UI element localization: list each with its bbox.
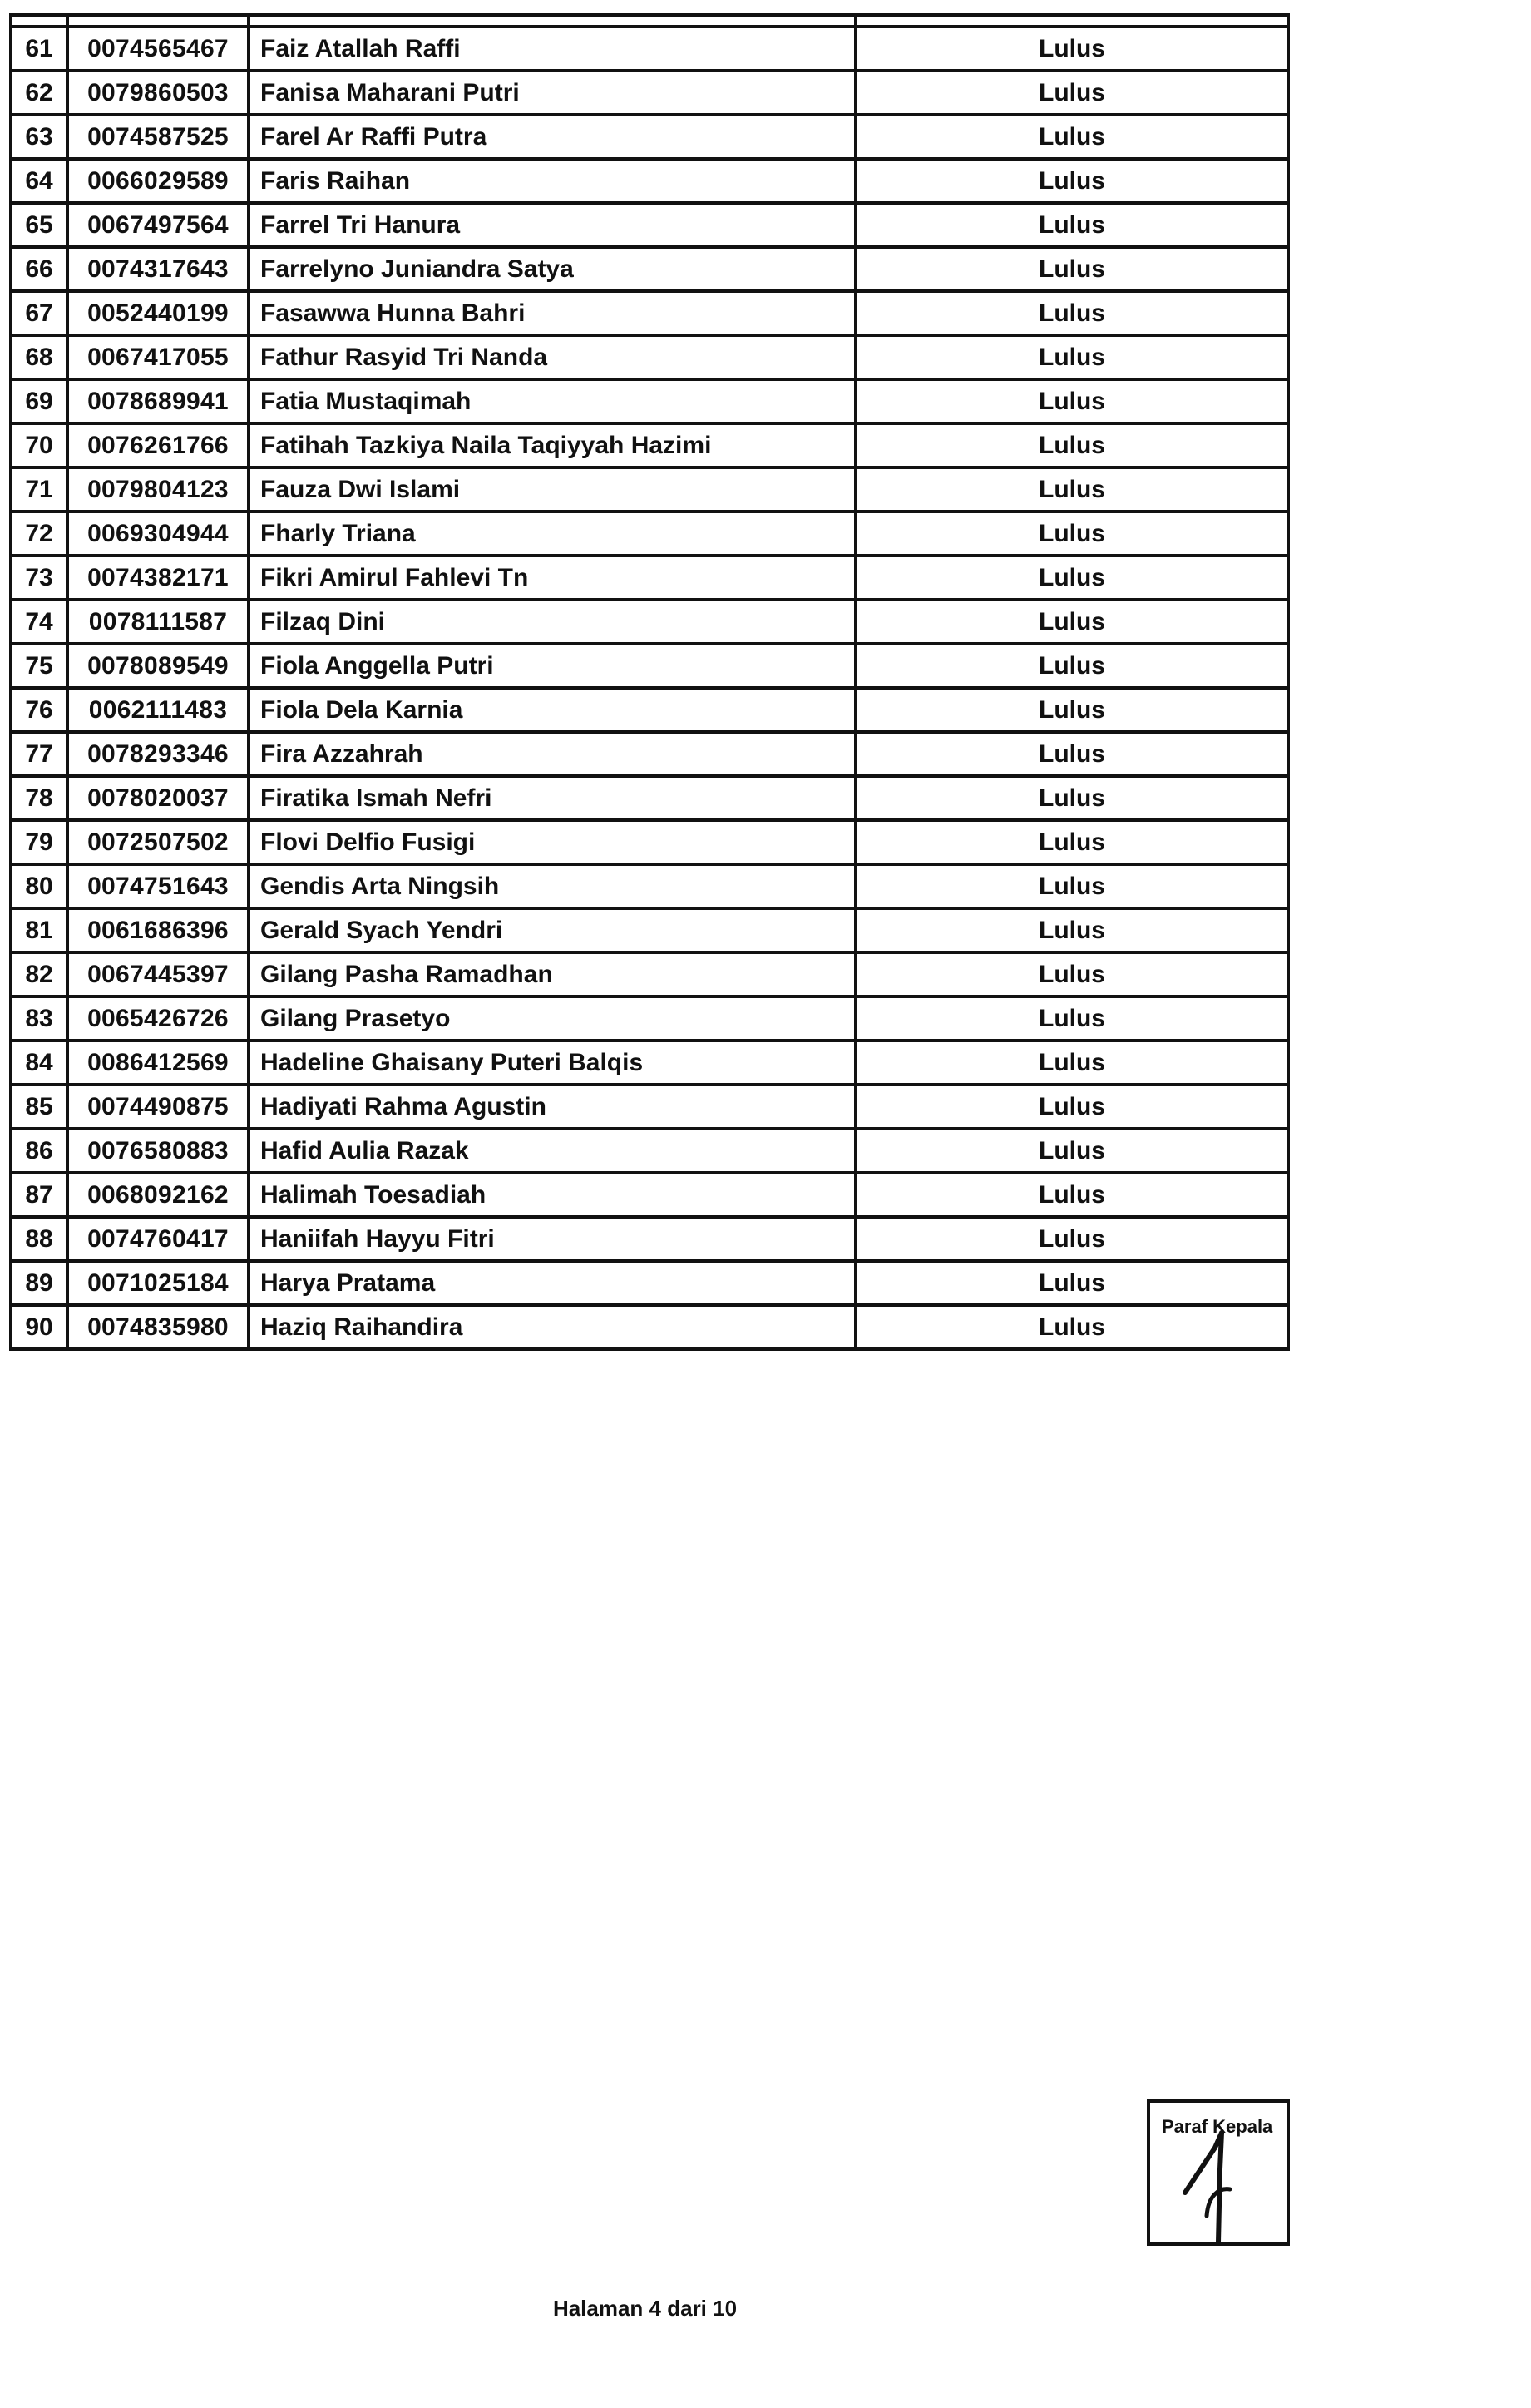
table-row xyxy=(11,688,1288,732)
row-number-cell: 87 xyxy=(11,1173,67,1217)
table-row xyxy=(11,335,1288,379)
student-name-cell: Haziq Raihandira xyxy=(249,1305,856,1349)
student-id-cell: 0078089549 xyxy=(67,644,249,688)
page-number: Halaman 4 dari 10 xyxy=(552,2296,738,2321)
signature-box xyxy=(1147,2099,1290,2246)
status-cell: Lulus xyxy=(856,556,1288,600)
status-cell: Lulus xyxy=(856,600,1288,644)
status-cell: Lulus xyxy=(856,203,1288,247)
student-name-cell: Hafid Aulia Razak xyxy=(249,1129,856,1173)
student-id-cell: 0076261766 xyxy=(67,423,249,467)
student-id-cell: 0078020037 xyxy=(67,776,249,820)
status-cell: Lulus xyxy=(856,820,1288,864)
table-row xyxy=(11,644,1288,688)
student-name-cell: Fira Azzahrah xyxy=(249,732,856,776)
status-cell: Lulus xyxy=(856,864,1288,908)
student-id-cell: 0067417055 xyxy=(67,335,249,379)
row-number-cell: 86 xyxy=(11,1129,67,1173)
table-row xyxy=(11,379,1288,423)
row-number-cell: 77 xyxy=(11,732,67,776)
student-name-cell: Farel Ar Raffi Putra xyxy=(249,115,856,159)
status-cell: Lulus xyxy=(856,71,1288,115)
student-name-cell: Hadeline Ghaisany Puteri Balqis xyxy=(249,1041,856,1085)
row-number-cell: 90 xyxy=(11,1305,67,1349)
status-cell: Lulus xyxy=(856,732,1288,776)
table-row xyxy=(11,996,1288,1041)
table-row xyxy=(11,512,1288,556)
status-cell: Lulus xyxy=(856,996,1288,1041)
table-row xyxy=(11,600,1288,644)
row-number-cell: 84 xyxy=(11,1041,67,1085)
status-cell: Lulus xyxy=(856,1041,1288,1085)
row-number-cell: 82 xyxy=(11,952,67,996)
row-number-cell: 79 xyxy=(11,820,67,864)
table-row xyxy=(11,1261,1288,1305)
student-name-cell: Haniifah Hayyu Fitri xyxy=(249,1217,856,1261)
row-number-cell: 78 xyxy=(11,776,67,820)
table-row xyxy=(11,908,1288,952)
row-number-cell: 74 xyxy=(11,600,67,644)
status-cell: Lulus xyxy=(856,776,1288,820)
table-row xyxy=(11,423,1288,467)
student-id-cell: 0079804123 xyxy=(67,467,249,512)
row-number-cell: 83 xyxy=(11,996,67,1041)
student-name-cell: Farrel Tri Hanura xyxy=(249,203,856,247)
table-row xyxy=(11,864,1288,908)
status-cell: Lulus xyxy=(856,1261,1288,1305)
row-number-cell: 64 xyxy=(11,159,67,203)
student-name-cell: Fauza Dwi Islami xyxy=(249,467,856,512)
table-header-strip xyxy=(11,15,1288,27)
student-id-cell: 0069304944 xyxy=(67,512,249,556)
student-name-cell: Harya Pratama xyxy=(249,1261,856,1305)
student-id-cell: 0074587525 xyxy=(67,115,249,159)
row-number-cell: 71 xyxy=(11,467,67,512)
status-cell: Lulus xyxy=(856,688,1288,732)
status-cell: Lulus xyxy=(856,423,1288,467)
student-name-cell: Fiola Dela Karnia xyxy=(249,688,856,732)
table-row xyxy=(11,776,1288,820)
student-id-cell: 0052440199 xyxy=(67,291,249,335)
status-cell: Lulus xyxy=(856,27,1288,71)
header-cell-no xyxy=(11,15,67,27)
student-id-cell: 0074760417 xyxy=(67,1217,249,1261)
status-cell: Lulus xyxy=(856,1217,1288,1261)
status-cell: Lulus xyxy=(856,291,1288,335)
row-number-cell: 75 xyxy=(11,644,67,688)
header-cell-status xyxy=(856,15,1288,27)
student-id-cell: 0074317643 xyxy=(67,247,249,291)
student-name-cell: Gerald Syach Yendri xyxy=(249,908,856,952)
table-row xyxy=(11,115,1288,159)
row-number-cell: 63 xyxy=(11,115,67,159)
student-id-cell: 0074382171 xyxy=(67,556,249,600)
signature-label: Paraf Kepala xyxy=(1162,2116,1273,2137)
table-row xyxy=(11,27,1288,71)
table-row xyxy=(11,952,1288,996)
row-number-cell: 73 xyxy=(11,556,67,600)
student-id-cell: 0079860503 xyxy=(67,71,249,115)
table-row xyxy=(11,467,1288,512)
student-id-cell: 0078689941 xyxy=(67,379,249,423)
student-name-cell: Fathur Rasyid Tri Nanda xyxy=(249,335,856,379)
row-number-cell: 65 xyxy=(11,203,67,247)
student-id-cell: 0062111483 xyxy=(67,688,249,732)
student-id-cell: 0061686396 xyxy=(67,908,249,952)
student-id-cell: 0066029589 xyxy=(67,159,249,203)
student-id-cell: 0078293346 xyxy=(67,732,249,776)
row-number-cell: 80 xyxy=(11,864,67,908)
row-number-cell: 88 xyxy=(11,1217,67,1261)
status-cell: Lulus xyxy=(856,512,1288,556)
table-row xyxy=(11,203,1288,247)
row-number-cell: 76 xyxy=(11,688,67,732)
status-cell: Lulus xyxy=(856,115,1288,159)
row-number-cell: 85 xyxy=(11,1085,67,1129)
status-cell: Lulus xyxy=(856,247,1288,291)
student-name-cell: Fatia Mustaqimah xyxy=(249,379,856,423)
student-id-cell: 0074835980 xyxy=(67,1305,249,1349)
row-number-cell: 67 xyxy=(11,291,67,335)
row-number-cell: 89 xyxy=(11,1261,67,1305)
status-cell: Lulus xyxy=(856,952,1288,996)
table-row xyxy=(11,1173,1288,1217)
student-name-cell: Fasawwa Hunna Bahri xyxy=(249,291,856,335)
student-name-cell: Filzaq Dini xyxy=(249,600,856,644)
row-number-cell: 70 xyxy=(11,423,67,467)
student-name-cell: Flovi Delfio Fusigi xyxy=(249,820,856,864)
status-cell: Lulus xyxy=(856,644,1288,688)
table-row xyxy=(11,71,1288,115)
student-id-cell: 0067497564 xyxy=(67,203,249,247)
student-name-cell: Farrelyno Juniandra Satya xyxy=(249,247,856,291)
student-id-cell: 0065426726 xyxy=(67,996,249,1041)
student-id-cell: 0067445397 xyxy=(67,952,249,996)
student-id-cell: 0072507502 xyxy=(67,820,249,864)
row-number-cell: 72 xyxy=(11,512,67,556)
student-name-cell: Fharly Triana xyxy=(249,512,856,556)
status-cell: Lulus xyxy=(856,159,1288,203)
student-name-cell: Gendis Arta Ningsih xyxy=(249,864,856,908)
row-number-cell: 68 xyxy=(11,335,67,379)
header-cell-name xyxy=(249,15,856,27)
student-name-cell: Gilang Prasetyo xyxy=(249,996,856,1041)
status-cell: Lulus xyxy=(856,1173,1288,1217)
table-row xyxy=(11,820,1288,864)
student-results-table xyxy=(9,13,1290,1351)
row-number-cell: 62 xyxy=(11,71,67,115)
student-id-cell: 0074490875 xyxy=(67,1085,249,1129)
status-cell: Lulus xyxy=(856,1129,1288,1173)
student-id-cell: 0076580883 xyxy=(67,1129,249,1173)
row-number-cell: 69 xyxy=(11,379,67,423)
student-name-cell: Fiola Anggella Putri xyxy=(249,644,856,688)
header-cell-id xyxy=(67,15,249,27)
student-id-cell: 0068092162 xyxy=(67,1173,249,1217)
row-number-cell: 66 xyxy=(11,247,67,291)
table-row xyxy=(11,247,1288,291)
student-name-cell: Faiz Atallah Raffi xyxy=(249,27,856,71)
student-id-cell: 0086412569 xyxy=(67,1041,249,1085)
table-row xyxy=(11,291,1288,335)
table-row xyxy=(11,159,1288,203)
student-name-cell: Fatihah Tazkiya Naila Taqiyyah Hazimi xyxy=(249,423,856,467)
student-id-cell: 0074565467 xyxy=(67,27,249,71)
table-row xyxy=(11,732,1288,776)
table-row xyxy=(11,1217,1288,1261)
student-name-cell: Firatika Ismah Nefri xyxy=(249,776,856,820)
status-cell: Lulus xyxy=(856,379,1288,423)
student-id-cell: 0074751643 xyxy=(67,864,249,908)
status-cell: Lulus xyxy=(856,335,1288,379)
table-row xyxy=(11,556,1288,600)
student-id-cell: 0078111587 xyxy=(67,600,249,644)
handwritten-initial-icon xyxy=(1150,2103,1293,2249)
status-cell: Lulus xyxy=(856,467,1288,512)
table-row xyxy=(11,1305,1288,1349)
table-row xyxy=(11,1041,1288,1085)
student-name-cell: Faris Raihan xyxy=(249,159,856,203)
student-name-cell: Halimah Toesadiah xyxy=(249,1173,856,1217)
table-row xyxy=(11,1129,1288,1173)
student-name-cell: Fikri Amirul Fahlevi Tn xyxy=(249,556,856,600)
row-number-cell: 61 xyxy=(11,27,67,71)
status-cell: Lulus xyxy=(856,1085,1288,1129)
status-cell: Lulus xyxy=(856,908,1288,952)
table-row xyxy=(11,1085,1288,1129)
student-id-cell: 0071025184 xyxy=(67,1261,249,1305)
row-number-cell: 81 xyxy=(11,908,67,952)
student-name-cell: Hadiyati Rahma Agustin xyxy=(249,1085,856,1129)
status-cell: Lulus xyxy=(856,1305,1288,1349)
student-name-cell: Fanisa Maharani Putri xyxy=(249,71,856,115)
student-name-cell: Gilang Pasha Ramadhan xyxy=(249,952,856,996)
